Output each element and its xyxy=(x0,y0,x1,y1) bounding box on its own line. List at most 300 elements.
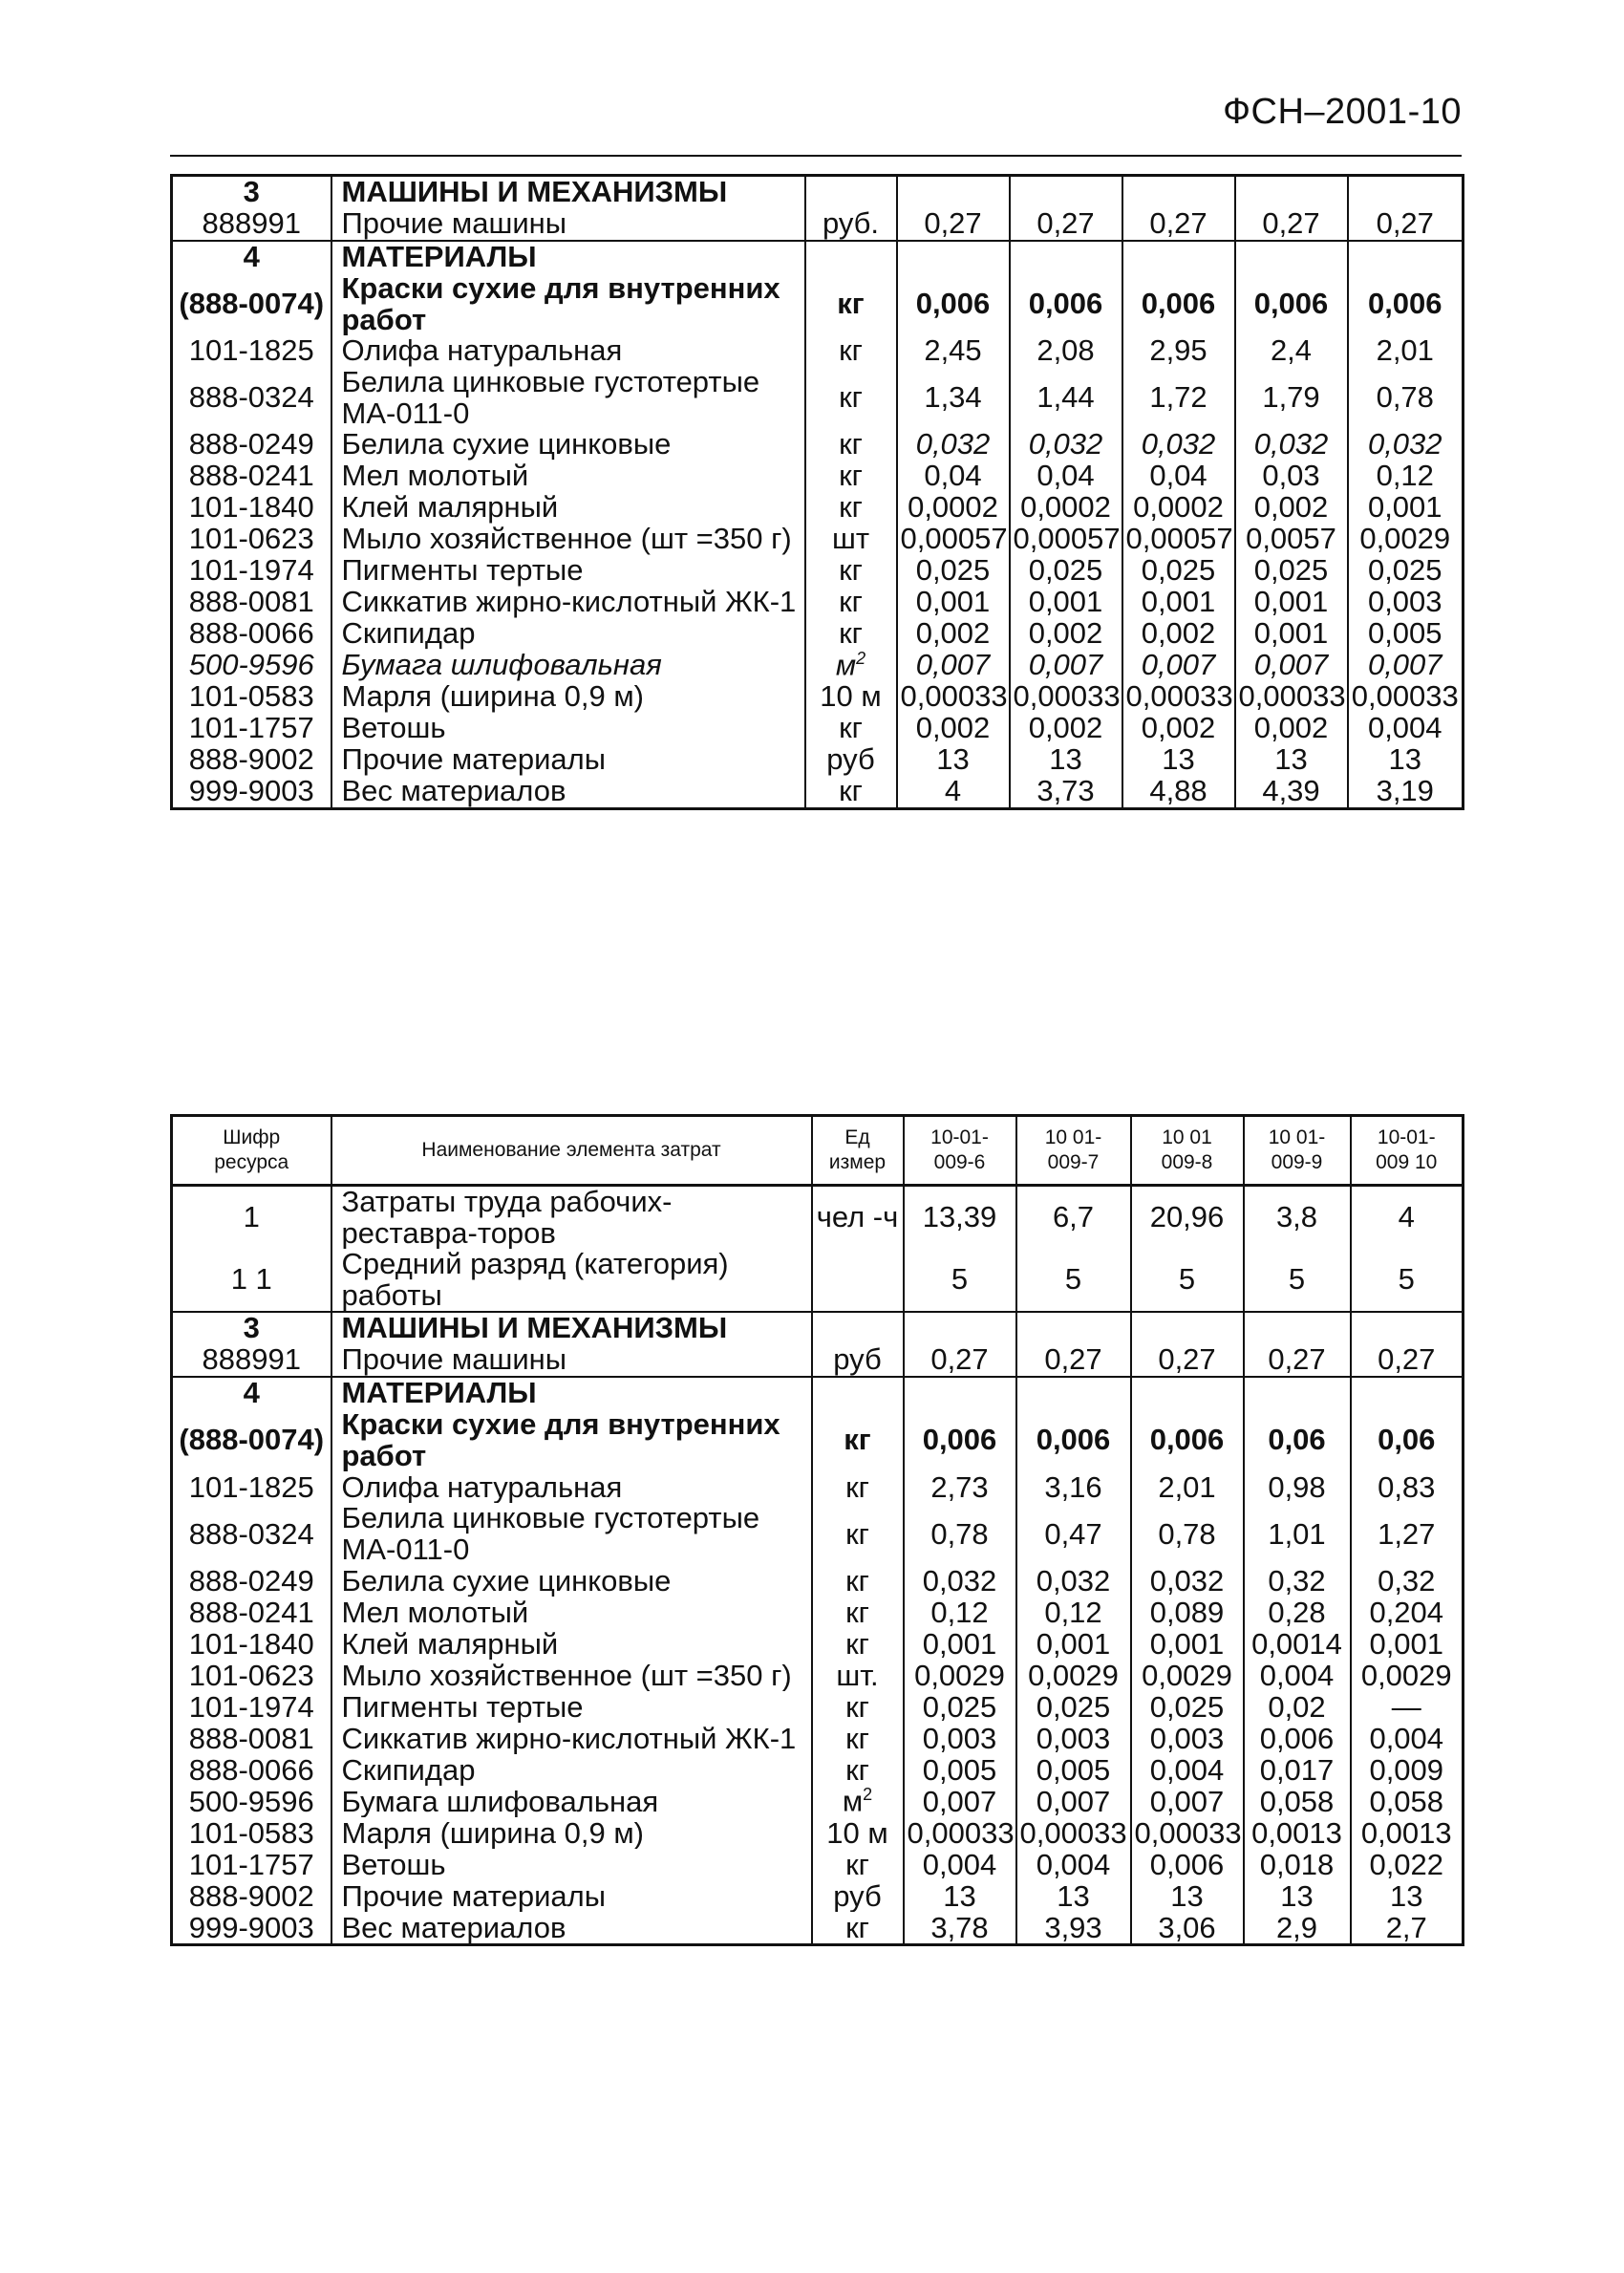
unit-of-measure xyxy=(805,713,897,744)
cost-element-name: Пигменты тертые xyxy=(331,555,805,587)
norm-value: 0,002 xyxy=(1122,618,1235,650)
page-header: ФСН–2001-10 xyxy=(1223,92,1462,132)
norm-value: 0,001 xyxy=(1010,587,1122,618)
norm-value: 4,39 xyxy=(1235,776,1348,809)
unit-of-measure xyxy=(805,176,897,209)
norm-value: 0,025 xyxy=(1016,1691,1131,1723)
cost-element-name: Ветошь xyxy=(331,1849,812,1880)
norm-value: 0,0029 xyxy=(1131,1660,1244,1691)
norm-value: 3,16 xyxy=(1016,1471,1131,1503)
norm-value: 13 xyxy=(904,1880,1016,1912)
norm-value xyxy=(1016,1312,1131,1344)
unit-of-measure xyxy=(812,1471,904,1503)
norm-value: 3,19 xyxy=(1348,776,1464,809)
norm-value: 1,44 xyxy=(1010,367,1122,429)
unit-of-measure xyxy=(805,744,897,776)
resource-code: 888-0241 xyxy=(172,461,331,492)
norm-value: 0,032 xyxy=(1348,429,1464,461)
header-col-2 xyxy=(1016,1116,1131,1186)
cost-element-name: Сиккатив жирно-кислотный ЖК-1 xyxy=(331,587,805,618)
unit-label: кг xyxy=(845,1691,869,1724)
norm-value: 0,47 xyxy=(1016,1503,1131,1565)
unit-label: м xyxy=(842,1786,864,1818)
resource-code: 101-1757 xyxy=(172,1849,331,1880)
unit-of-measure xyxy=(805,461,897,492)
header-col-line1: 10-01- xyxy=(1377,1126,1436,1148)
unit-of-measure xyxy=(805,650,897,681)
norm-value: 0,0014 xyxy=(1244,1628,1351,1660)
unit-label: кг xyxy=(839,587,863,619)
cost-element-name: Бумага шлифовальная xyxy=(331,1786,812,1817)
norm-value: 13 xyxy=(1010,744,1122,776)
table-row xyxy=(172,1880,1464,1912)
cost-element-name: Средний разряд (категория) работы xyxy=(331,1249,812,1312)
unit-label: кг xyxy=(839,776,863,808)
norm-value: 3,8 xyxy=(1244,1186,1351,1250)
norm-value: 3,93 xyxy=(1016,1912,1131,1945)
norm-value: 0,00033 xyxy=(1010,681,1122,713)
unit-of-measure xyxy=(812,1723,904,1754)
unit-of-measure xyxy=(812,1628,904,1660)
table-row xyxy=(172,650,1464,681)
norm-value: 0,27 xyxy=(1016,1344,1131,1377)
norm-value: 13 xyxy=(1016,1880,1131,1912)
norm-value: 2,01 xyxy=(1348,335,1464,367)
table-row xyxy=(172,1691,1464,1723)
norm-value: 0,03 xyxy=(1235,461,1348,492)
norms-table-continued xyxy=(170,174,1464,810)
norm-value: 0,005 xyxy=(904,1754,1016,1786)
norm-value: 0,83 xyxy=(1351,1471,1464,1503)
norm-value: 4 xyxy=(1351,1186,1464,1250)
norm-value: 0,004 xyxy=(1244,1660,1351,1691)
norm-value: 0,018 xyxy=(1244,1849,1351,1880)
norm-value: 0,006 xyxy=(1131,1409,1244,1471)
norm-value: 0,009 xyxy=(1351,1754,1464,1786)
header-col-line2: 009-9 xyxy=(1271,1151,1323,1173)
resource-code: 888-0249 xyxy=(172,1565,331,1597)
unit-superscript: 2 xyxy=(856,650,866,669)
unit-of-measure xyxy=(812,1312,904,1344)
resource-code: 1 xyxy=(172,1186,331,1250)
cost-element-name: МАШИНЫ И МЕХАНИЗМЫ xyxy=(331,176,805,209)
norm-value: 0,001 xyxy=(904,1628,1016,1660)
table-row xyxy=(172,1723,1464,1754)
norm-value: 0,0029 xyxy=(1016,1660,1131,1691)
norm-value: 2,95 xyxy=(1122,335,1235,367)
cost-element-name: Вес материалов xyxy=(331,1912,812,1945)
norm-value: 0,007 xyxy=(1122,650,1235,681)
unit-of-measure xyxy=(812,1754,904,1786)
norm-value: 0,78 xyxy=(1131,1503,1244,1565)
resource-code: 101-1840 xyxy=(172,1628,331,1660)
resource-code: 4 xyxy=(172,241,331,273)
unit-of-measure xyxy=(805,587,897,618)
norm-value: 0,025 xyxy=(904,1691,1016,1723)
unit-superscript: 2 xyxy=(863,1786,873,1805)
table-row xyxy=(172,1597,1464,1628)
unit-label: кг xyxy=(845,1628,869,1661)
table-row xyxy=(172,744,1464,776)
norm-value: 0,006 xyxy=(1010,273,1122,335)
norm-value: 13 xyxy=(897,744,1010,776)
header-name: Наименование элемента затрат xyxy=(331,1116,812,1186)
norm-value xyxy=(1244,1312,1351,1344)
norm-value xyxy=(1122,241,1235,273)
cost-element-name: МАТЕРИАЛЫ xyxy=(331,241,805,273)
table-row xyxy=(172,241,1464,273)
norm-value: 0,006 xyxy=(1122,273,1235,335)
norm-value xyxy=(1235,176,1348,209)
unit-of-measure xyxy=(805,492,897,524)
header-col-line2: 009-6 xyxy=(933,1151,986,1173)
norm-value: 13 xyxy=(1122,744,1235,776)
cost-element-name: Прочие машины xyxy=(331,208,805,241)
resource-code: 3 xyxy=(172,176,331,209)
cost-element-name: Мел молотый xyxy=(331,1597,812,1628)
unit-label: кг xyxy=(839,335,863,368)
cost-element-name: Клей малярный xyxy=(331,492,805,524)
table-row xyxy=(172,681,1464,713)
unit-label: кг xyxy=(845,1723,869,1755)
norm-value xyxy=(1131,1312,1244,1344)
unit-label: кг xyxy=(845,1565,869,1598)
norm-value: 0,27 xyxy=(1235,208,1348,241)
table-row xyxy=(172,1565,1464,1597)
norm-value: 0,006 xyxy=(1244,1723,1351,1754)
unit-of-measure xyxy=(812,1409,904,1471)
resource-code: 101-1974 xyxy=(172,555,331,587)
table-row xyxy=(172,335,1464,367)
norm-value: 0,002 xyxy=(1010,713,1122,744)
cost-element-name: Белила цинковые густотертые МА-011-0 xyxy=(331,367,805,429)
norm-value: 2,01 xyxy=(1131,1471,1244,1503)
norm-value: 0,025 xyxy=(897,555,1010,587)
norm-value: 13 xyxy=(1131,1880,1244,1912)
unit-of-measure xyxy=(805,241,897,273)
norm-value: 0,12 xyxy=(1016,1597,1131,1628)
norm-value: 0,007 xyxy=(1235,650,1348,681)
norm-value: 3,06 xyxy=(1131,1912,1244,1945)
norm-value: 0,0029 xyxy=(1348,524,1464,555)
norm-value: 0,32 xyxy=(1351,1565,1464,1597)
unit-of-measure xyxy=(812,1377,904,1409)
unit-label: кг xyxy=(839,380,863,415)
resource-code: 101-1825 xyxy=(172,1471,331,1503)
norm-value: 0,089 xyxy=(1131,1597,1244,1628)
norm-value: 0,02 xyxy=(1244,1691,1351,1723)
unit-label: руб xyxy=(833,1344,882,1377)
table-row xyxy=(172,555,1464,587)
cost-element-name: Прочие машины xyxy=(331,1344,812,1377)
norm-value: 0,27 xyxy=(1131,1344,1244,1377)
unit-of-measure xyxy=(812,1660,904,1691)
norm-value: 0,04 xyxy=(897,461,1010,492)
norm-value: 0,007 xyxy=(1016,1786,1131,1817)
unit-of-measure xyxy=(805,429,897,461)
norm-value: 0,007 xyxy=(1131,1786,1244,1817)
norm-value: 0,022 xyxy=(1351,1849,1464,1880)
norm-value xyxy=(1244,1377,1351,1409)
table-row xyxy=(172,1628,1464,1660)
norm-value: 0,001 xyxy=(1348,492,1464,524)
unit-label: руб xyxy=(826,744,875,777)
table-row xyxy=(172,1377,1464,1409)
resource-code: 888-0324 xyxy=(172,1503,331,1565)
norm-value: 0,006 xyxy=(897,273,1010,335)
norm-value: 0,0029 xyxy=(1351,1660,1464,1691)
norm-value: 5 xyxy=(1016,1249,1131,1312)
norm-value: 2,45 xyxy=(897,335,1010,367)
resource-code: 999-9003 xyxy=(172,1912,331,1945)
unit-of-measure xyxy=(805,555,897,587)
norm-value: 2,08 xyxy=(1010,335,1122,367)
norm-value: 0,001 xyxy=(1016,1628,1131,1660)
norm-value: 0,00057 xyxy=(1010,524,1122,555)
resource-code: 500-9596 xyxy=(172,1786,331,1817)
norm-value: 0,004 xyxy=(1348,713,1464,744)
norm-value: 0,004 xyxy=(904,1849,1016,1880)
table-row xyxy=(172,367,1464,429)
norm-value: 0,204 xyxy=(1351,1597,1464,1628)
table-row xyxy=(172,176,1464,209)
norm-value xyxy=(1122,176,1235,209)
table-row xyxy=(172,1312,1464,1344)
unit-of-measure xyxy=(805,367,897,429)
norm-value: 13 xyxy=(1351,1880,1464,1912)
norm-value: 0,0002 xyxy=(1010,492,1122,524)
table-row xyxy=(172,1503,1464,1565)
resource-code: 888-0066 xyxy=(172,618,331,650)
norm-value: — xyxy=(1351,1691,1464,1723)
norm-value: 0,001 xyxy=(1235,587,1348,618)
unit-label: кг xyxy=(845,1912,869,1944)
resource-code: 888-9002 xyxy=(172,744,331,776)
resource-code: 1 1 xyxy=(172,1249,331,1312)
unit-label: кг xyxy=(839,618,863,651)
norm-value: 1,34 xyxy=(897,367,1010,429)
cost-element-name: Марля (ширина 0,9 м) xyxy=(331,681,805,713)
norm-value: 0,032 xyxy=(904,1565,1016,1597)
norm-value: 0,032 xyxy=(897,429,1010,461)
resource-code: 888-0066 xyxy=(172,1754,331,1786)
table-row xyxy=(172,1409,1464,1471)
norm-value: 0,00057 xyxy=(897,524,1010,555)
resource-code: 4 xyxy=(172,1377,331,1409)
norm-value xyxy=(1348,176,1464,209)
norm-value: 0,06 xyxy=(1244,1409,1351,1471)
norm-value: 0,007 xyxy=(904,1786,1016,1817)
header-col-line2: 009 10 xyxy=(1376,1151,1438,1173)
norm-value xyxy=(1016,1377,1131,1409)
norm-value: 0,002 xyxy=(1010,618,1122,650)
header-col-5 xyxy=(1351,1116,1464,1186)
unit-of-measure xyxy=(805,335,897,367)
unit-of-measure xyxy=(812,1786,904,1817)
norm-value: 0,025 xyxy=(1010,555,1122,587)
norms-table xyxy=(170,1114,1464,1946)
norm-value: 0,004 xyxy=(1351,1723,1464,1754)
norm-value: 0,27 xyxy=(1122,208,1235,241)
norm-value: 0,0013 xyxy=(1244,1817,1351,1849)
resource-code: 888-0241 xyxy=(172,1597,331,1628)
norm-value: 0,005 xyxy=(1016,1754,1131,1786)
unit-of-measure xyxy=(812,1249,904,1312)
cost-element-name: Мыло хозяйственное (шт =350 г) xyxy=(331,524,805,555)
unit-label: руб. xyxy=(822,208,880,241)
norm-value: 0,001 xyxy=(1131,1628,1244,1660)
resource-code: 888-0081 xyxy=(172,587,331,618)
norm-value: 5 xyxy=(1244,1249,1351,1312)
unit-label: кг xyxy=(845,1849,869,1881)
norm-value: 0,12 xyxy=(1348,461,1464,492)
cost-element-name: Марля (ширина 0,9 м) xyxy=(331,1817,812,1849)
norm-value: 0,00033 xyxy=(904,1817,1016,1849)
unit-label: кг xyxy=(845,1597,869,1629)
norm-value xyxy=(1010,241,1122,273)
norm-value: 2,9 xyxy=(1244,1912,1351,1945)
norm-value: 1,79 xyxy=(1235,367,1348,429)
table-row xyxy=(172,776,1464,809)
resource-code: 888-0249 xyxy=(172,429,331,461)
norm-value: 0,025 xyxy=(1131,1691,1244,1723)
resource-code: 999-9003 xyxy=(172,776,331,809)
table-row xyxy=(172,461,1464,492)
unit-label: чел -ч xyxy=(816,1200,899,1234)
header-col-line1: 10 01 xyxy=(1162,1126,1212,1148)
resource-code: 101-1757 xyxy=(172,713,331,744)
norm-value: 13 xyxy=(1348,744,1464,776)
norm-value: 0,0057 xyxy=(1235,524,1348,555)
table-row xyxy=(172,1817,1464,1849)
table-row xyxy=(172,524,1464,555)
unit-label: 10 м xyxy=(820,681,882,714)
unit-label: кг xyxy=(839,461,863,493)
norm-value: 0,04 xyxy=(1010,461,1122,492)
norm-value: 0,017 xyxy=(1244,1754,1351,1786)
norm-value: 0,032 xyxy=(1010,429,1122,461)
norm-value: 3,73 xyxy=(1010,776,1122,809)
norm-value: 5 xyxy=(1131,1249,1244,1312)
norm-value: 0,0013 xyxy=(1351,1817,1464,1849)
unit-of-measure xyxy=(812,1912,904,1945)
resource-code: 500-9596 xyxy=(172,650,331,681)
unit-of-measure xyxy=(812,1817,904,1849)
norm-value: 0,007 xyxy=(1348,650,1464,681)
unit-label: 10 м xyxy=(826,1817,888,1850)
table-row xyxy=(172,1754,1464,1786)
norm-value: 0,006 xyxy=(1348,273,1464,335)
cost-element-name: МАШИНЫ И МЕХАНИЗМЫ xyxy=(331,1312,812,1344)
unit-label: кг xyxy=(839,555,863,588)
norm-value: 0,00057 xyxy=(1122,524,1235,555)
table-row xyxy=(172,1471,1464,1503)
unit-label: шт xyxy=(831,524,870,556)
norm-value: 0,12 xyxy=(904,1597,1016,1628)
norm-value: 0,003 xyxy=(1348,587,1464,618)
norm-value: 0,27 xyxy=(1351,1344,1464,1377)
norm-value: 0,27 xyxy=(904,1344,1016,1377)
norm-value: 0,058 xyxy=(1244,1786,1351,1817)
norm-value: 0,004 xyxy=(1131,1754,1244,1786)
norm-value: 0,001 xyxy=(897,587,1010,618)
norm-value xyxy=(1351,1377,1464,1409)
unit-of-measure xyxy=(805,208,897,241)
norm-value: 0,001 xyxy=(1351,1628,1464,1660)
unit-of-measure xyxy=(812,1880,904,1912)
norm-value: 5 xyxy=(904,1249,1016,1312)
resource-code: 101-1840 xyxy=(172,492,331,524)
header-col-line1: 10-01- xyxy=(930,1126,989,1148)
cost-element-name: Пигменты тертые xyxy=(331,1691,812,1723)
cost-element-name: Клей малярный xyxy=(331,1628,812,1660)
norm-value: 3,78 xyxy=(904,1912,1016,1945)
norm-value: 0,27 xyxy=(897,208,1010,241)
norm-value: 6,7 xyxy=(1016,1186,1131,1250)
resource-code: 888-9002 xyxy=(172,1880,331,1912)
unit-of-measure xyxy=(812,1597,904,1628)
norm-value: 0,002 xyxy=(1235,492,1348,524)
cost-element-name: Мел молотый xyxy=(331,461,805,492)
resource-code: (888-0074) xyxy=(172,1409,331,1471)
norm-value: 0,001 xyxy=(1122,587,1235,618)
header-unit xyxy=(812,1116,904,1186)
table-row xyxy=(172,208,1464,241)
cost-element-name: Краски сухие для внутренних работ xyxy=(331,1409,812,1471)
norm-value: 0,025 xyxy=(1122,555,1235,587)
norm-value xyxy=(897,176,1010,209)
unit-of-measure xyxy=(812,1565,904,1597)
norm-value: 5 xyxy=(1351,1249,1464,1312)
header-col-line1: 10 01- xyxy=(1044,1126,1102,1148)
unit-label: шт. xyxy=(836,1660,879,1692)
norm-value: 0,78 xyxy=(904,1503,1016,1565)
header-col-4 xyxy=(1244,1116,1351,1186)
norm-value: 2,7 xyxy=(1351,1912,1464,1945)
norm-value xyxy=(1131,1377,1244,1409)
norm-value: 0,002 xyxy=(1235,713,1348,744)
norm-value: 0,04 xyxy=(1122,461,1235,492)
unit-of-measure xyxy=(812,1503,904,1565)
resource-code: 888-0081 xyxy=(172,1723,331,1754)
norm-value: 0,032 xyxy=(1016,1565,1131,1597)
unit-of-measure xyxy=(812,1186,904,1250)
norm-value: 0,058 xyxy=(1351,1786,1464,1817)
unit-label: руб xyxy=(833,1880,882,1913)
norm-value xyxy=(897,241,1010,273)
norm-value: 0,025 xyxy=(1348,555,1464,587)
cost-element-name: Скипидар xyxy=(331,1754,812,1786)
norm-value: 0,006 xyxy=(1131,1849,1244,1880)
table-row xyxy=(172,492,1464,524)
resource-code: 888991 xyxy=(172,208,331,241)
unit-of-measure xyxy=(812,1691,904,1723)
header-col-line1: 10 01- xyxy=(1268,1126,1326,1148)
norm-value: 0,00033 xyxy=(1131,1817,1244,1849)
norm-value: 0,006 xyxy=(1016,1409,1131,1471)
resource-code: 888991 xyxy=(172,1344,331,1377)
header-code-line1: Шифр xyxy=(223,1126,281,1148)
resource-code: 101-0623 xyxy=(172,1660,331,1691)
unit-label: кг xyxy=(839,713,863,745)
unit-label: кг xyxy=(839,492,863,525)
cost-element-name: Олифа натуральная xyxy=(331,1471,812,1503)
table-row xyxy=(172,713,1464,744)
cost-element-name: Олифа натуральная xyxy=(331,335,805,367)
unit-label: кг xyxy=(844,1423,871,1457)
norm-value: 0,27 xyxy=(1348,208,1464,241)
norm-value: 0,00033 xyxy=(1016,1817,1131,1849)
